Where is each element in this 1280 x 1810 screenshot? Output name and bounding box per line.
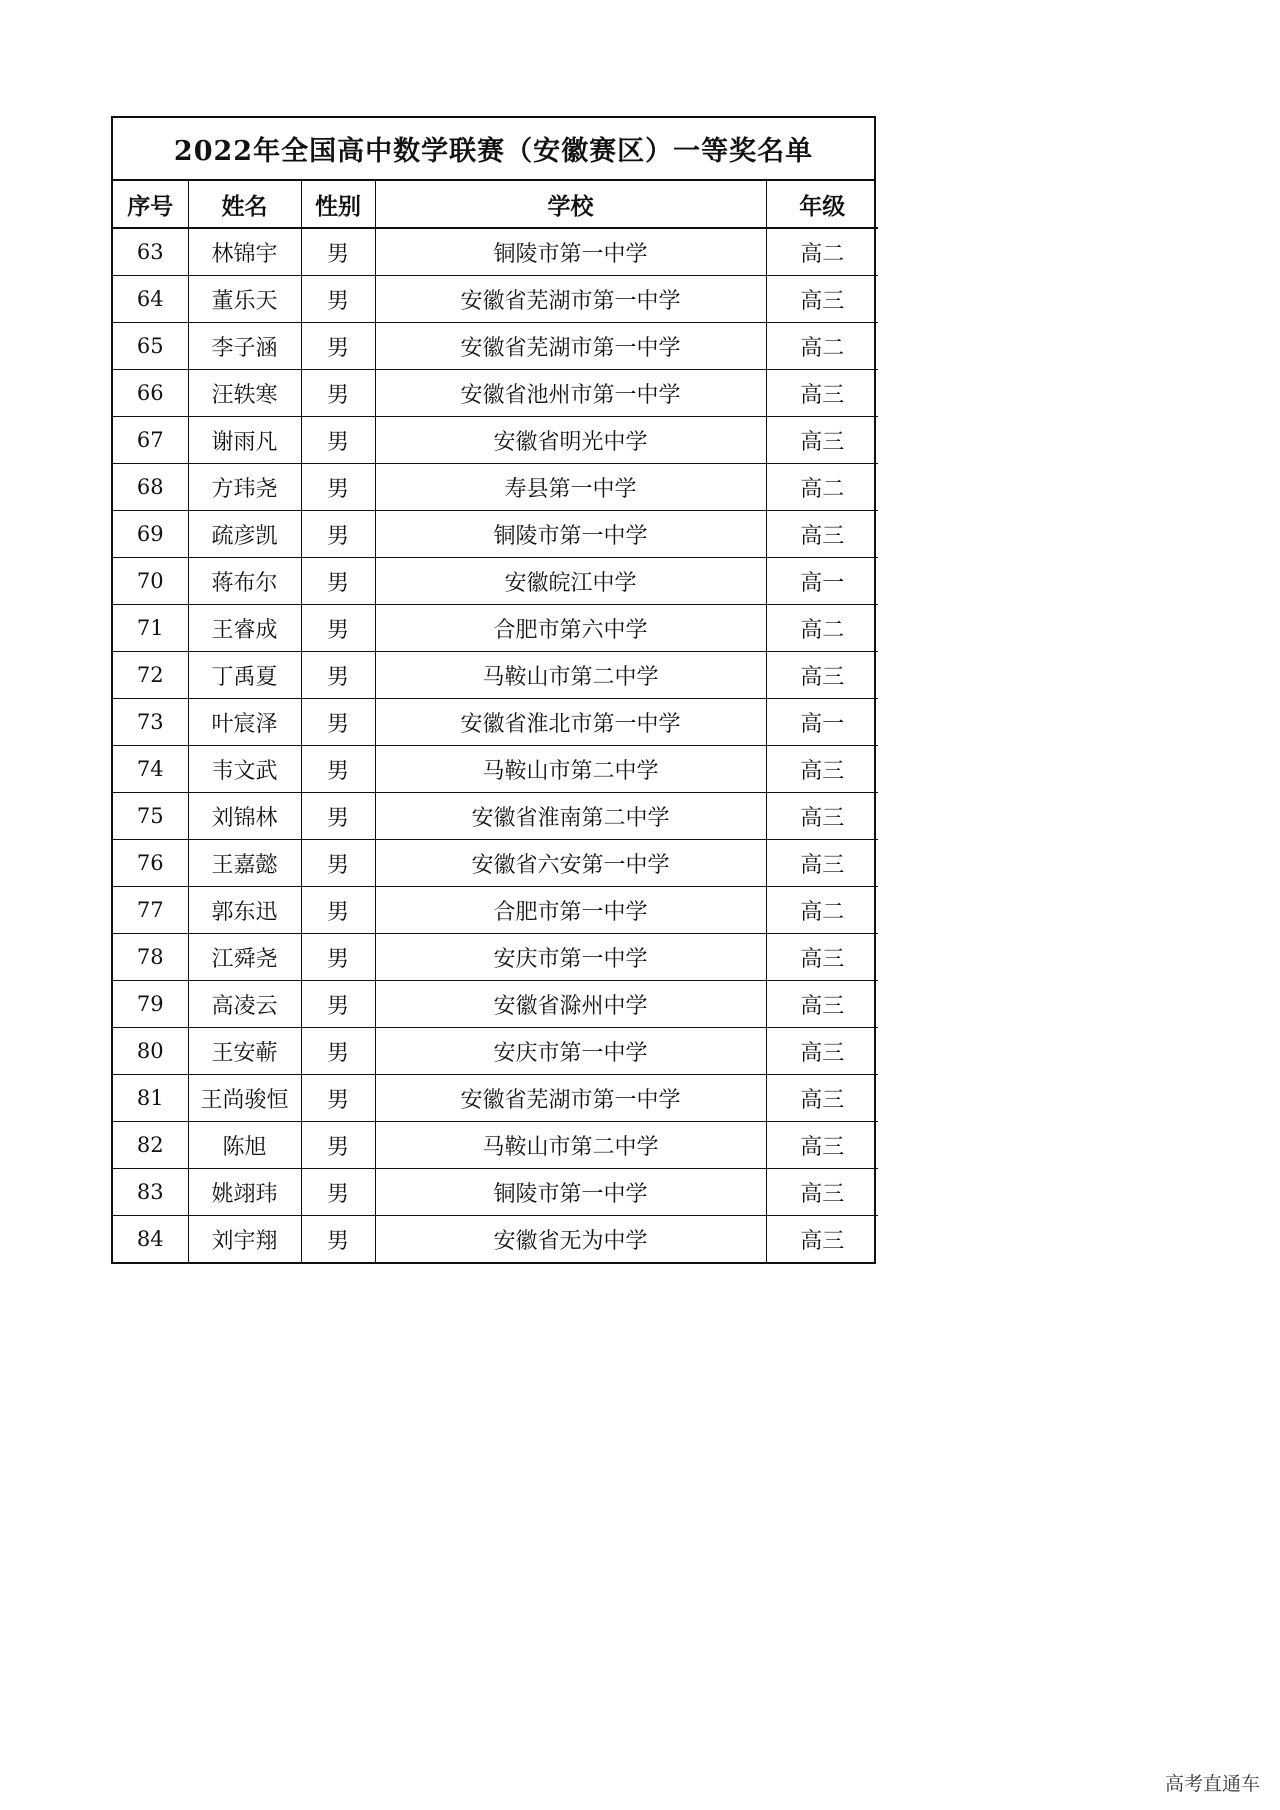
- table-row: [113, 1169, 878, 1216]
- cell-gender: 男: [301, 887, 375, 934]
- cell-grade: 高二: [766, 323, 878, 370]
- cell-name: 王嘉懿: [188, 840, 301, 887]
- cell-school: 安徽省芜湖市第一中学: [375, 276, 766, 323]
- cell-gender: 男: [301, 228, 375, 276]
- watermark-text: 高考直通车: [1164, 1773, 1260, 1795]
- cell-name: 丁禹夏: [188, 652, 301, 699]
- cell-grade: 高一: [766, 699, 878, 746]
- table-row: [113, 276, 878, 323]
- table-row: [113, 1216, 878, 1263]
- table-row: [113, 511, 878, 558]
- cell-number: 70: [113, 558, 188, 605]
- table-row: [113, 746, 878, 793]
- cell-grade: 高三: [766, 276, 878, 323]
- cell-gender: 男: [301, 981, 375, 1028]
- cell-school: 合肥市第六中学: [375, 605, 766, 652]
- cell-gender: 男: [301, 746, 375, 793]
- cell-number: 64: [113, 276, 188, 323]
- table-row: [113, 934, 878, 981]
- cell-number: 68: [113, 464, 188, 511]
- table-row: [113, 464, 878, 511]
- cell-number: 81: [113, 1075, 188, 1122]
- cell-grade: 高二: [766, 887, 878, 934]
- column-header-name: 姓名: [188, 181, 301, 228]
- cell-number: 84: [113, 1216, 188, 1263]
- cell-school: 安徽省淮北市第一中学: [375, 699, 766, 746]
- cell-name: 刘锦林: [188, 793, 301, 840]
- cell-number: 67: [113, 417, 188, 464]
- cell-grade: 高三: [766, 370, 878, 417]
- table-row: [113, 605, 878, 652]
- cell-gender: 男: [301, 464, 375, 511]
- table-row: [113, 1075, 878, 1122]
- table-row: [113, 840, 878, 887]
- cell-gender: 男: [301, 370, 375, 417]
- cell-name: 江舜尧: [188, 934, 301, 981]
- cell-gender: 男: [301, 1028, 375, 1075]
- cell-name: 蒋布尔: [188, 558, 301, 605]
- table-row: [113, 699, 878, 746]
- cell-grade: 高三: [766, 417, 878, 464]
- cell-grade: 高二: [766, 464, 878, 511]
- cell-gender: 男: [301, 652, 375, 699]
- cell-number: 66: [113, 370, 188, 417]
- cell-gender: 男: [301, 605, 375, 652]
- cell-name: 方玮尧: [188, 464, 301, 511]
- cell-school: 马鞍山市第二中学: [375, 746, 766, 793]
- cell-number: 69: [113, 511, 188, 558]
- cell-grade: 高三: [766, 793, 878, 840]
- cell-number: 73: [113, 699, 188, 746]
- cell-school: 安庆市第一中学: [375, 1028, 766, 1075]
- cell-grade: 高三: [766, 746, 878, 793]
- cell-name: 王尚骏恒: [188, 1075, 301, 1122]
- cell-name: 姚翊玮: [188, 1169, 301, 1216]
- cell-school: 铜陵市第一中学: [375, 228, 766, 276]
- cell-name: 谢雨凡: [188, 417, 301, 464]
- table-row: [113, 887, 878, 934]
- cell-school: 安庆市第一中学: [375, 934, 766, 981]
- cell-name: 王安蕲: [188, 1028, 301, 1075]
- cell-number: 71: [113, 605, 188, 652]
- cell-school: 合肥市第一中学: [375, 887, 766, 934]
- table-row: [113, 793, 878, 840]
- table-row: [113, 228, 878, 276]
- cell-gender: 男: [301, 840, 375, 887]
- column-header-gender: 性别: [301, 181, 375, 228]
- cell-name: 林锦宇: [188, 228, 301, 276]
- cell-grade: 高三: [766, 1216, 878, 1263]
- cell-gender: 男: [301, 793, 375, 840]
- cell-number: 77: [113, 887, 188, 934]
- cell-school: 安徽省芜湖市第一中学: [375, 323, 766, 370]
- table-row: [113, 1028, 878, 1075]
- cell-grade: 高三: [766, 1028, 878, 1075]
- cell-gender: 男: [301, 1169, 375, 1216]
- cell-name: 疏彦凯: [188, 511, 301, 558]
- cell-school: 安徽皖江中学: [375, 558, 766, 605]
- cell-number: 65: [113, 323, 188, 370]
- column-header-number: 序号: [113, 181, 188, 228]
- table-body: [113, 228, 878, 1262]
- cell-school: 安徽省明光中学: [375, 417, 766, 464]
- cell-name: 李子涵: [188, 323, 301, 370]
- cell-number: 72: [113, 652, 188, 699]
- table-row: [113, 417, 878, 464]
- cell-gender: 男: [301, 511, 375, 558]
- cell-number: 74: [113, 746, 188, 793]
- cell-name: 韦文武: [188, 746, 301, 793]
- table-row: [113, 558, 878, 605]
- cell-grade: 高三: [766, 511, 878, 558]
- cell-gender: 男: [301, 417, 375, 464]
- table-row: [113, 1122, 878, 1169]
- table-row: [113, 323, 878, 370]
- column-header-school: 学校: [375, 181, 766, 228]
- cell-name: 叶宸泽: [188, 699, 301, 746]
- cell-school: 铜陵市第一中学: [375, 511, 766, 558]
- cell-number: 76: [113, 840, 188, 887]
- award-table: [113, 181, 878, 1262]
- cell-gender: 男: [301, 699, 375, 746]
- cell-number: 83: [113, 1169, 188, 1216]
- table-header-row: [113, 181, 878, 228]
- cell-school: 安徽省淮南第二中学: [375, 793, 766, 840]
- cell-gender: 男: [301, 323, 375, 370]
- cell-grade: 高三: [766, 981, 878, 1028]
- cell-gender: 男: [301, 934, 375, 981]
- cell-number: 82: [113, 1122, 188, 1169]
- cell-gender: 男: [301, 1075, 375, 1122]
- cell-grade: 高二: [766, 228, 878, 276]
- cell-name: 高凌云: [188, 981, 301, 1028]
- table-row: [113, 652, 878, 699]
- cell-school: 安徽省无为中学: [375, 1216, 766, 1263]
- cell-school: 安徽省六安第一中学: [375, 840, 766, 887]
- cell-school: 安徽省池州市第一中学: [375, 370, 766, 417]
- column-header-grade: 年级: [766, 181, 878, 228]
- cell-gender: 男: [301, 1122, 375, 1169]
- table-row: [113, 370, 878, 417]
- cell-name: 王睿成: [188, 605, 301, 652]
- cell-school: 安徽省滁州中学: [375, 981, 766, 1028]
- cell-number: 75: [113, 793, 188, 840]
- cell-grade: 高三: [766, 1075, 878, 1122]
- cell-number: 80: [113, 1028, 188, 1075]
- cell-grade: 高一: [766, 558, 878, 605]
- cell-grade: 高三: [766, 652, 878, 699]
- cell-gender: 男: [301, 276, 375, 323]
- cell-number: 63: [113, 228, 188, 276]
- cell-grade: 高三: [766, 840, 878, 887]
- cell-number: 78: [113, 934, 188, 981]
- cell-grade: 高三: [766, 1122, 878, 1169]
- cell-school: 马鞍山市第二中学: [375, 652, 766, 699]
- cell-school: 安徽省芜湖市第一中学: [375, 1075, 766, 1122]
- cell-number: 79: [113, 981, 188, 1028]
- page-title: 2022年全国高中数学联赛（安徽赛区）一等奖名单: [113, 118, 874, 181]
- cell-name: 郭东迅: [188, 887, 301, 934]
- cell-grade: 高二: [766, 605, 878, 652]
- cell-name: 汪轶寒: [188, 370, 301, 417]
- cell-school: 铜陵市第一中学: [375, 1169, 766, 1216]
- cell-grade: 高三: [766, 1169, 878, 1216]
- cell-school: 马鞍山市第二中学: [375, 1122, 766, 1169]
- cell-school: 寿县第一中学: [375, 464, 766, 511]
- cell-name: 陈旭: [188, 1122, 301, 1169]
- cell-name: 刘宇翔: [188, 1216, 301, 1263]
- cell-gender: 男: [301, 558, 375, 605]
- award-list-table: [111, 116, 876, 1264]
- table-row: [113, 981, 878, 1028]
- cell-gender: 男: [301, 1216, 375, 1263]
- cell-grade: 高三: [766, 934, 878, 981]
- cell-name: 董乐天: [188, 276, 301, 323]
